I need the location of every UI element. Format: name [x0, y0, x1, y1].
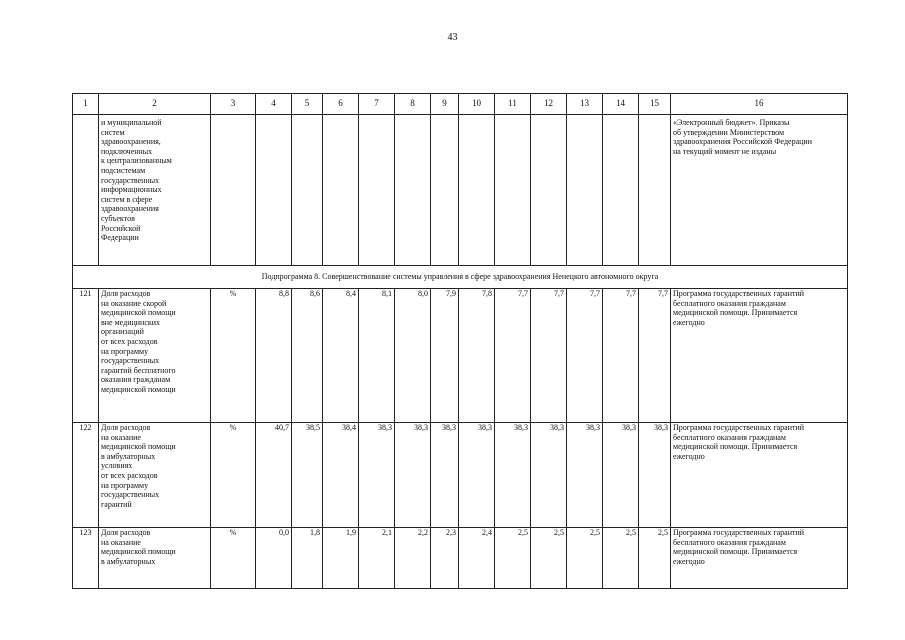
value-cell: 40,7 [256, 423, 292, 528]
name-line: подключенных [101, 146, 153, 156]
subprogram-row [73, 266, 848, 289]
value-cell: 38,5 [292, 423, 323, 528]
value-cell: 38,4 [323, 423, 359, 528]
name-line: систем в сфере [101, 194, 153, 204]
empty-cell [495, 115, 531, 266]
column-header: 13 [567, 94, 603, 115]
value-cell: 2,5 [639, 528, 671, 589]
row-number-cell [73, 115, 99, 266]
subprogram-title: Подпрограмма 8. Совершенствование системы управления в сфере здравоохранения Ненецкого автономного округа [73, 266, 848, 289]
value-cell: 1,8 [292, 528, 323, 589]
note-cell [671, 423, 848, 528]
row-number: 123 [73, 528, 99, 589]
column-header: 16 [671, 94, 848, 115]
note-line: Программа государственных гарантий [673, 289, 805, 298]
page-number: 43 [447, 32, 458, 43]
value-cell: 2,1 [359, 528, 395, 589]
note-line: Программа государственных гарантий [673, 423, 805, 432]
value-cell: 8,6 [292, 289, 323, 423]
column-header: 3 [211, 94, 256, 115]
value-cell: 7,7 [603, 289, 639, 423]
value-cell: 38,3 [359, 423, 395, 528]
name-line: гарантий бесплатного [101, 365, 176, 375]
column-header: 5 [292, 94, 323, 115]
note-line: медицинской помощи. Принимается [673, 308, 798, 318]
name-line: государственных [101, 175, 160, 185]
unit-cell: % [211, 528, 256, 589]
value-cell: 38,3 [603, 423, 639, 528]
name-line: государственных [101, 490, 160, 500]
empty-cell [531, 115, 567, 266]
empty-cell [292, 115, 323, 266]
value-cell: 38,3 [567, 423, 603, 528]
name-line: на оказание скорой [101, 298, 167, 308]
row-number: 121 [73, 289, 99, 423]
empty-cell [639, 115, 671, 266]
name-line: Доля расходов [101, 423, 151, 432]
note-cell [671, 289, 848, 423]
name-line: от всех расходов [101, 336, 158, 346]
column-header: 6 [323, 94, 359, 115]
column-header: 7 [359, 94, 395, 115]
note-line: бесплатного оказания гражданам [673, 537, 786, 547]
value-cell: 7,7 [567, 289, 603, 423]
indicators-table [72, 93, 848, 589]
name-line: вне медицинских [101, 317, 161, 327]
column-header: 11 [495, 94, 531, 115]
empty-cell [256, 115, 292, 266]
column-header: 14 [603, 94, 639, 115]
empty-cell [323, 115, 359, 266]
value-cell: 2,5 [567, 528, 603, 589]
value-cell: 2,3 [431, 528, 459, 589]
column-header: 15 [639, 94, 671, 115]
name-line: Доля расходов [101, 528, 151, 537]
column-header: 2 [99, 94, 211, 115]
value-cell: 1,9 [323, 528, 359, 589]
value-cell: 2,5 [603, 528, 639, 589]
name-line: здравоохранения [101, 204, 159, 214]
name-line: к централизованным [101, 156, 172, 166]
note-line: медицинской помощи. Принимается [673, 442, 798, 452]
value-cell: 7,7 [495, 289, 531, 423]
name-line: медицинской помощи [101, 384, 176, 394]
column-header: 12 [531, 94, 567, 115]
column-header: 10 [459, 94, 495, 115]
column-number-row [73, 94, 848, 115]
table-row [73, 289, 848, 423]
value-cell: 8,1 [359, 289, 395, 423]
empty-cell [431, 115, 459, 266]
note-line: ежегодно [673, 317, 705, 327]
value-cell: 38,3 [495, 423, 531, 528]
name-line: условиях [101, 461, 133, 471]
unit-cell: % [211, 289, 256, 423]
name-line: государственных [101, 356, 160, 366]
name-line: систем [101, 127, 125, 137]
value-cell: 2,4 [459, 528, 495, 589]
value-cell: 38,3 [459, 423, 495, 528]
empty-cell [211, 115, 256, 266]
value-cell: 2,5 [531, 528, 567, 589]
value-cell: 7,9 [431, 289, 459, 423]
value-cell: 38,3 [431, 423, 459, 528]
name-line: на программу [101, 346, 149, 356]
name-line: подсистемам [101, 165, 146, 175]
note-line: ежегодно [673, 451, 705, 461]
name-line: в амбулаторных [101, 556, 156, 566]
name-line: Федерации [101, 233, 139, 243]
name-line: здравоохранения, [101, 137, 161, 147]
row-number: 122 [73, 423, 99, 528]
name-line: на оказание [101, 537, 141, 547]
note-line: бесплатного оказания гражданам [673, 432, 786, 442]
empty-cell [395, 115, 431, 266]
column-header: 8 [395, 94, 431, 115]
indicator-name-cell [99, 423, 211, 528]
empty-cell [567, 115, 603, 266]
indicator-name-cell [99, 289, 211, 423]
note-line: «Электронный бюджет». Приказы [673, 118, 790, 127]
value-cell: 0,0 [256, 528, 292, 589]
continuation-row [73, 115, 848, 266]
value-cell: 8,8 [256, 289, 292, 423]
unit-cell: % [211, 423, 256, 528]
value-cell: 7,7 [531, 289, 567, 423]
note-line: здравоохранения Российской Федерации [673, 137, 812, 147]
indicator-name-cell [99, 115, 211, 266]
note-line: ежегодно [673, 556, 705, 566]
name-line: Российской [101, 223, 141, 233]
name-line: медицинской помощи [101, 547, 176, 557]
column-header: 4 [256, 94, 292, 115]
value-cell: 38,3 [531, 423, 567, 528]
value-cell: 2,2 [395, 528, 431, 589]
name-line: субъектов [101, 213, 135, 223]
table-row [73, 528, 848, 589]
name-line: организаций [101, 327, 144, 337]
column-header: 9 [431, 94, 459, 115]
note-line: Программа государственных гарантий [673, 528, 805, 537]
name-line: и муниципальной [101, 118, 162, 127]
name-line: от всех расходов [101, 470, 158, 480]
value-cell: 7,8 [459, 289, 495, 423]
empty-cell [359, 115, 395, 266]
value-cell: 2,5 [495, 528, 531, 589]
note-line: медицинской помощи. Принимается [673, 547, 798, 557]
note-line: бесплатного оказания гражданам [673, 298, 786, 308]
name-line: Доля расходов [101, 289, 151, 298]
value-cell: 38,3 [395, 423, 431, 528]
indicator-name-cell [99, 528, 211, 589]
note-line: на текущий момент не изданы [673, 146, 777, 156]
value-cell: 38,3 [639, 423, 671, 528]
name-line: на программу [101, 480, 149, 490]
value-cell: 8,0 [395, 289, 431, 423]
name-line: на оказание [101, 432, 141, 442]
name-line: информационных [101, 185, 162, 195]
note-line: об утверждении Министерством [673, 127, 785, 137]
name-line: медицинской помощи [101, 442, 176, 452]
note-cell [671, 528, 848, 589]
value-cell: 8,4 [323, 289, 359, 423]
empty-cell [603, 115, 639, 266]
note-cell [671, 115, 848, 266]
value-cell: 7,7 [639, 289, 671, 423]
name-line: в амбулаторных [101, 451, 156, 461]
column-header: 1 [73, 94, 99, 115]
table-row [73, 423, 848, 528]
name-line: гарантий [101, 499, 132, 509]
name-line: оказания гражданам [101, 375, 171, 385]
name-line: медицинской помощи [101, 308, 176, 318]
empty-cell [459, 115, 495, 266]
